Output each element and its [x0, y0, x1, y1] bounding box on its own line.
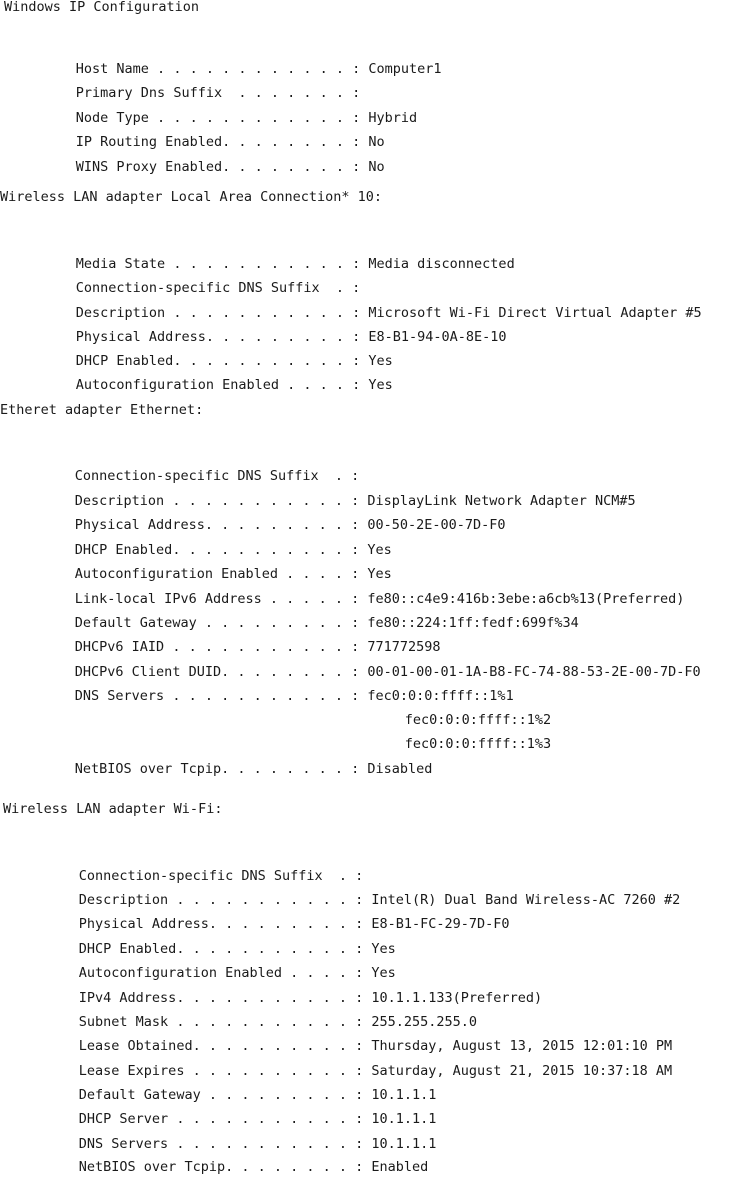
- settings-row: [30, 1092, 437, 1127]
- settings-row: [30, 995, 478, 1030]
- row-label: Connection-specific DNS Suffix . :: [75, 280, 361, 296]
- host-name-row: [27, 42, 442, 77]
- row-value: fec0:0:0:ffff::1%1: [359, 688, 514, 704]
- settings-row: [27, 237, 515, 272]
- settings-row: [30, 946, 396, 981]
- row-value: Computer1: [360, 61, 442, 77]
- row-label: Physical Address. . . . . . . . . :: [74, 517, 360, 533]
- row-label: Physical Address. . . . . . . . . :: [75, 329, 361, 345]
- row-value: Yes: [359, 566, 392, 582]
- settings-row: [27, 334, 393, 369]
- config-title: Windows IP Configuration: [4, 0, 200, 15]
- primary-dns-suffix-row: [27, 66, 361, 101]
- row-value: 00-01-00-01-1A-B8-FC-74-88-53-2E-00-7D-F0: [359, 664, 701, 680]
- row-value: Yes: [363, 965, 396, 981]
- row-value: 10.1.1.133(Preferred): [363, 990, 543, 1006]
- row-label: DHCP Enabled. . . . . . . . . . . :: [74, 542, 360, 558]
- row-value: 00-50-2E-00-7D-F0: [359, 517, 506, 533]
- settings-row: [30, 1140, 429, 1175]
- row-label: WINS Proxy Enabled. . . . . . . . :: [75, 159, 361, 175]
- wins-proxy-row: [27, 140, 385, 175]
- row-value: Yes: [359, 542, 392, 558]
- settings-row: [26, 498, 506, 533]
- settings-row: [30, 1019, 673, 1054]
- row-label: NetBIOS over Tcpip. . . . . . . . :: [74, 761, 360, 777]
- row-value: E8-B1-FC-29-7D-F0: [363, 916, 510, 932]
- settings-row: [30, 849, 364, 884]
- row-label: DHCPv6 IAID . . . . . . . . . . . :: [74, 639, 360, 655]
- settings-row: [30, 1068, 437, 1103]
- row-label: DHCPv6 Client DUID. . . . . . . . :: [74, 664, 360, 680]
- settings-row: [26, 523, 392, 558]
- row-label: Default Gateway . . . . . . . . . :: [78, 1087, 364, 1103]
- row-label: NetBIOS over Tcpip. . . . . . . . :: [78, 1159, 364, 1175]
- row-value: 10.1.1.1: [363, 1111, 437, 1127]
- row-label: DNS Servers . . . . . . . . . . . :: [78, 1136, 364, 1152]
- settings-row: [26, 449, 360, 484]
- settings-row: [30, 1117, 437, 1152]
- row-label: DNS Servers . . . . . . . . . . . :: [74, 688, 360, 704]
- settings-row: [30, 971, 543, 1006]
- row-label: Lease Obtained. . . . . . . . . . :: [78, 1038, 364, 1054]
- row-label: Autoconfiguration Enabled . . . . :: [78, 965, 364, 981]
- row-value: fe80::224:1ff:fedf:699f%34: [359, 615, 579, 631]
- row-value: No: [360, 159, 385, 175]
- settings-row: [26, 742, 433, 777]
- wireless-lac-header: Wireless LAN adapter Local Area Connection* 10:: [0, 189, 383, 205]
- settings-row: [30, 873, 681, 908]
- row-label: Description . . . . . . . . . . . :: [74, 493, 360, 509]
- row-label: Lease Expires . . . . . . . . . . :: [78, 1063, 364, 1079]
- settings-row: [26, 620, 441, 655]
- row-label: Description . . . . . . . . . . . :: [78, 892, 364, 908]
- settings-row: [26, 645, 701, 680]
- node-type-row: [27, 91, 418, 126]
- row-label: Link-local IPv6 Address . . . . . :: [74, 591, 360, 607]
- row-label: Connection-specific DNS Suffix . :: [78, 868, 364, 884]
- row-value: No: [360, 134, 385, 150]
- row-label: DHCP Enabled. . . . . . . . . . . :: [75, 353, 361, 369]
- row-label: Media State . . . . . . . . . . . :: [75, 256, 361, 272]
- wifi-header: Wireless LAN adapter Wi-Fi:: [3, 801, 223, 817]
- row-value: Thursday, August 13, 2015 12:01:10 PM: [363, 1038, 673, 1054]
- settings-row: [27, 310, 507, 345]
- row-value: 10.1.1.1: [363, 1087, 437, 1103]
- row-value: fec0:0:0:ffff::1%3: [404, 736, 552, 752]
- row-value: fe80::c4e9:416b:3ebe:a6cb%13(Preferred): [359, 591, 685, 607]
- row-label: Default Gateway . . . . . . . . . :: [74, 615, 360, 631]
- settings-row: [26, 474, 636, 509]
- dns-continuation-row: [356, 717, 552, 752]
- row-value: Hybrid: [360, 110, 418, 126]
- row-value: fec0:0:0:ffff::1%2: [404, 712, 552, 728]
- settings-row: [27, 261, 361, 296]
- row-label: Host Name . . . . . . . . . . . . :: [75, 61, 361, 77]
- row-label: IP Routing Enabled. . . . . . . . :: [75, 134, 361, 150]
- row-label: Physical Address. . . . . . . . . :: [78, 916, 364, 932]
- row-label: Subnet Mask . . . . . . . . . . . :: [78, 1014, 364, 1030]
- row-value: 255.255.255.0: [363, 1014, 478, 1030]
- settings-row: [27, 358, 393, 393]
- row-label: Autoconfiguration Enabled . . . . :: [75, 377, 361, 393]
- row-label: Primary Dns Suffix . . . . . . . :: [75, 85, 361, 101]
- dns-continuation-row: [356, 693, 552, 728]
- row-value: Intel(R) Dual Band Wireless-AC 7260 #2: [363, 892, 681, 908]
- row-value: Yes: [360, 353, 393, 369]
- row-value: DisplayLink Network Adapter NCM#5: [359, 493, 636, 509]
- row-label: Description . . . . . . . . . . . :: [75, 305, 361, 321]
- row-value: 10.1.1.1: [363, 1136, 437, 1152]
- row-value: E8-B1-94-0A-8E-10: [360, 329, 507, 345]
- settings-row: [26, 596, 579, 631]
- row-label: Autoconfiguration Enabled . . . . :: [74, 566, 360, 582]
- ethernet-header: Etheret adapter Ethernet:: [0, 402, 204, 418]
- row-label: Connection-specific DNS Suffix . :: [74, 468, 360, 484]
- row-value: 771772598: [359, 639, 441, 655]
- settings-row: [30, 922, 396, 957]
- row-value: Yes: [363, 941, 396, 957]
- settings-row: [26, 572, 685, 607]
- row-value: Media disconnected: [360, 256, 515, 272]
- row-value: Disabled: [359, 761, 433, 777]
- row-label: Node Type . . . . . . . . . . . . :: [75, 110, 361, 126]
- settings-row: [26, 547, 392, 582]
- row-value: Microsoft Wi-Fi Direct Virtual Adapter #5: [360, 305, 702, 321]
- row-value: Yes: [360, 377, 393, 393]
- settings-row: [27, 286, 702, 321]
- settings-row: [30, 897, 510, 932]
- row-label: IPv4 Address. . . . . . . . . . . :: [78, 990, 364, 1006]
- row-value: Saturday, August 21, 2015 10:37:18 AM: [363, 1063, 673, 1079]
- settings-row: [30, 1044, 673, 1079]
- row-label: DHCP Server . . . . . . . . . . . :: [78, 1111, 364, 1127]
- settings-row: [26, 669, 514, 704]
- row-label: DHCP Enabled. . . . . . . . . . . :: [78, 941, 364, 957]
- ip-routing-row: [27, 115, 385, 150]
- row-value: Enabled: [363, 1159, 429, 1175]
